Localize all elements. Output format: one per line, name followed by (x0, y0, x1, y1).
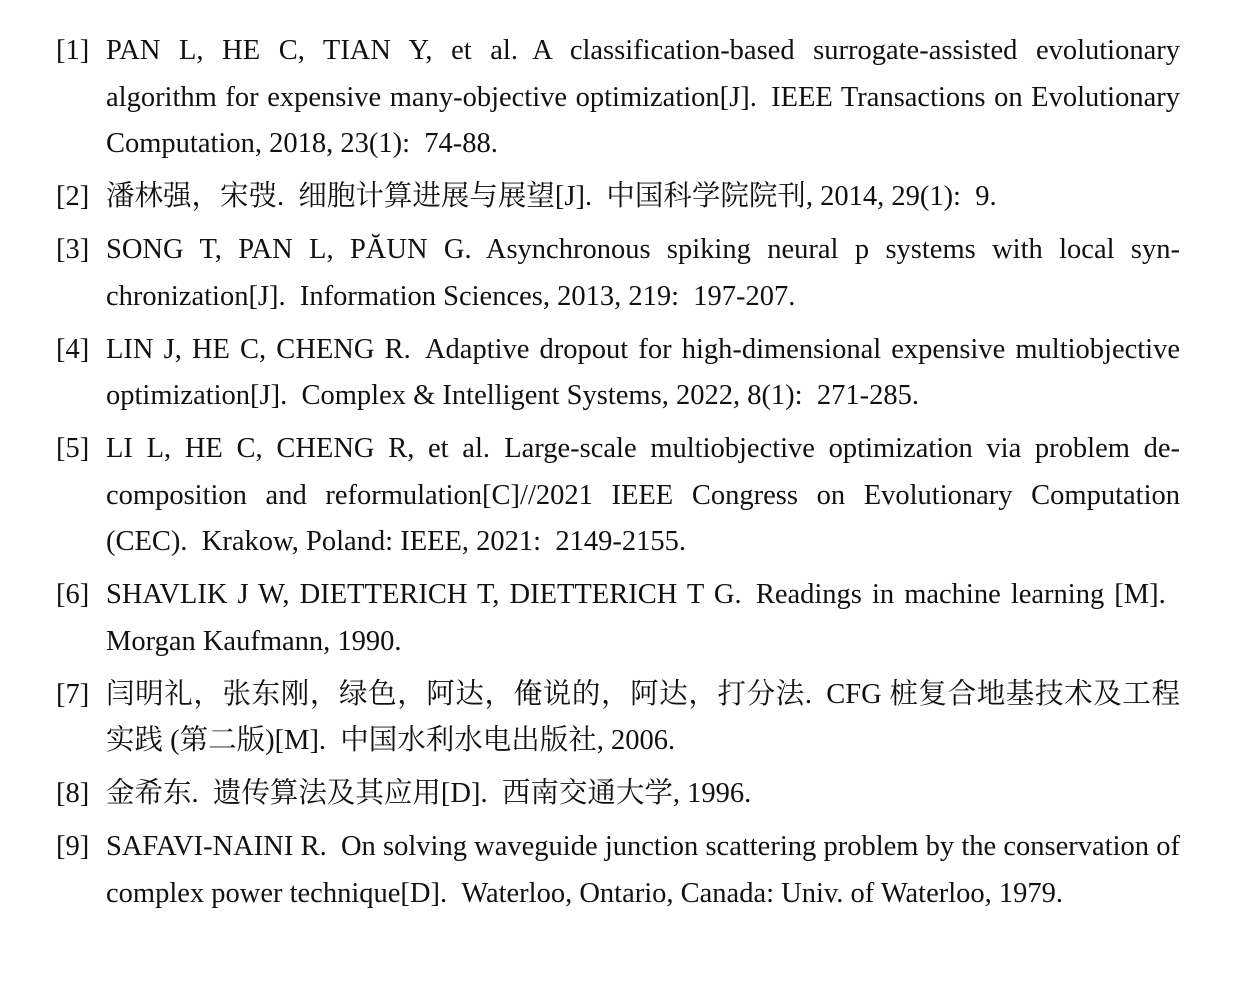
reference-number: [3] (56, 234, 90, 265)
reference-number: [9] (56, 831, 90, 862)
reference-text: SONG T, PAN L, PĂUN G. Asynchronous spiking neural p systems with local synchronization[J]. Information Sciences, 2013, 219: 197-207. (106, 234, 1180, 312)
reference-item (56, 327, 1180, 420)
reference-text: LI L, HE C, CHENG R, et al. Large-scale multiobjective optimization via problem decomposition and reformulation[C]//2021 IEEE Congress on Evolutionary Computation (CEC). Krakow, Poland: IEEE, 2021: 2149-2155. (106, 433, 1180, 557)
reference-text: SHAVLIK J W, DIETTERICH T, DIETTERICH T G. Readings in machine learning [M]. Morgan Kaufmann, 1990. (106, 579, 1180, 657)
reference-item (56, 227, 1180, 320)
reference-item (56, 572, 1180, 665)
reference-text: PAN L, HE C, TIAN Y, et al. A classification-based surrogate-assisted evolutionary algorithm for expensive many-objective optimization[J]. IEEE Transactions on Evolutionary Computation, 2018, 23(1): 74-88. (106, 35, 1180, 159)
reference-text: 闫明礼，张东刚，绿色，阿达，俺说的，阿达，打分法. CFG 桩复合地基技术及工程实践 (第二版)[M]. 中国水利水电出版社, 2006. (106, 678, 1180, 756)
reference-item (56, 426, 1180, 566)
reference-text: LIN J, HE C, CHENG R. Adaptive dropout for high-dimensional expensive multiobjective optimization[J]. Complex & Intelligent Systems, 2022, 8(1): 271-285. (106, 333, 1180, 411)
reference-number: [1] (56, 35, 90, 66)
reference-number: [5] (56, 433, 90, 464)
reference-number: [7] (56, 678, 90, 710)
reference-item (56, 672, 1180, 765)
reference-text: 潘林强，宋弢. 细胞计算进展与展望[J]. 中国科学院院刊, 2014, 29(1): 9. (106, 181, 997, 212)
reference-number: [8] (56, 778, 90, 809)
reference-text: 金希东. 遗传算法及其应用[D]. 西南交通大学, 1996. (106, 778, 752, 809)
reference-number: [2] (56, 181, 90, 212)
reference-number: [6] (56, 579, 90, 610)
reference-text: SAFAVI-NAINI R. On solving waveguide junction scattering problem by the conservation of complex power technique[D]. Waterloo, Ontario, Canada: Univ. of Waterloo, 1979. (106, 831, 1180, 909)
reference-item (56, 824, 1180, 917)
reference-list (56, 28, 1180, 924)
reference-item (56, 174, 1180, 221)
reference-number: [4] (56, 333, 90, 365)
reference-item (56, 28, 1180, 168)
reference-item (56, 771, 1180, 818)
